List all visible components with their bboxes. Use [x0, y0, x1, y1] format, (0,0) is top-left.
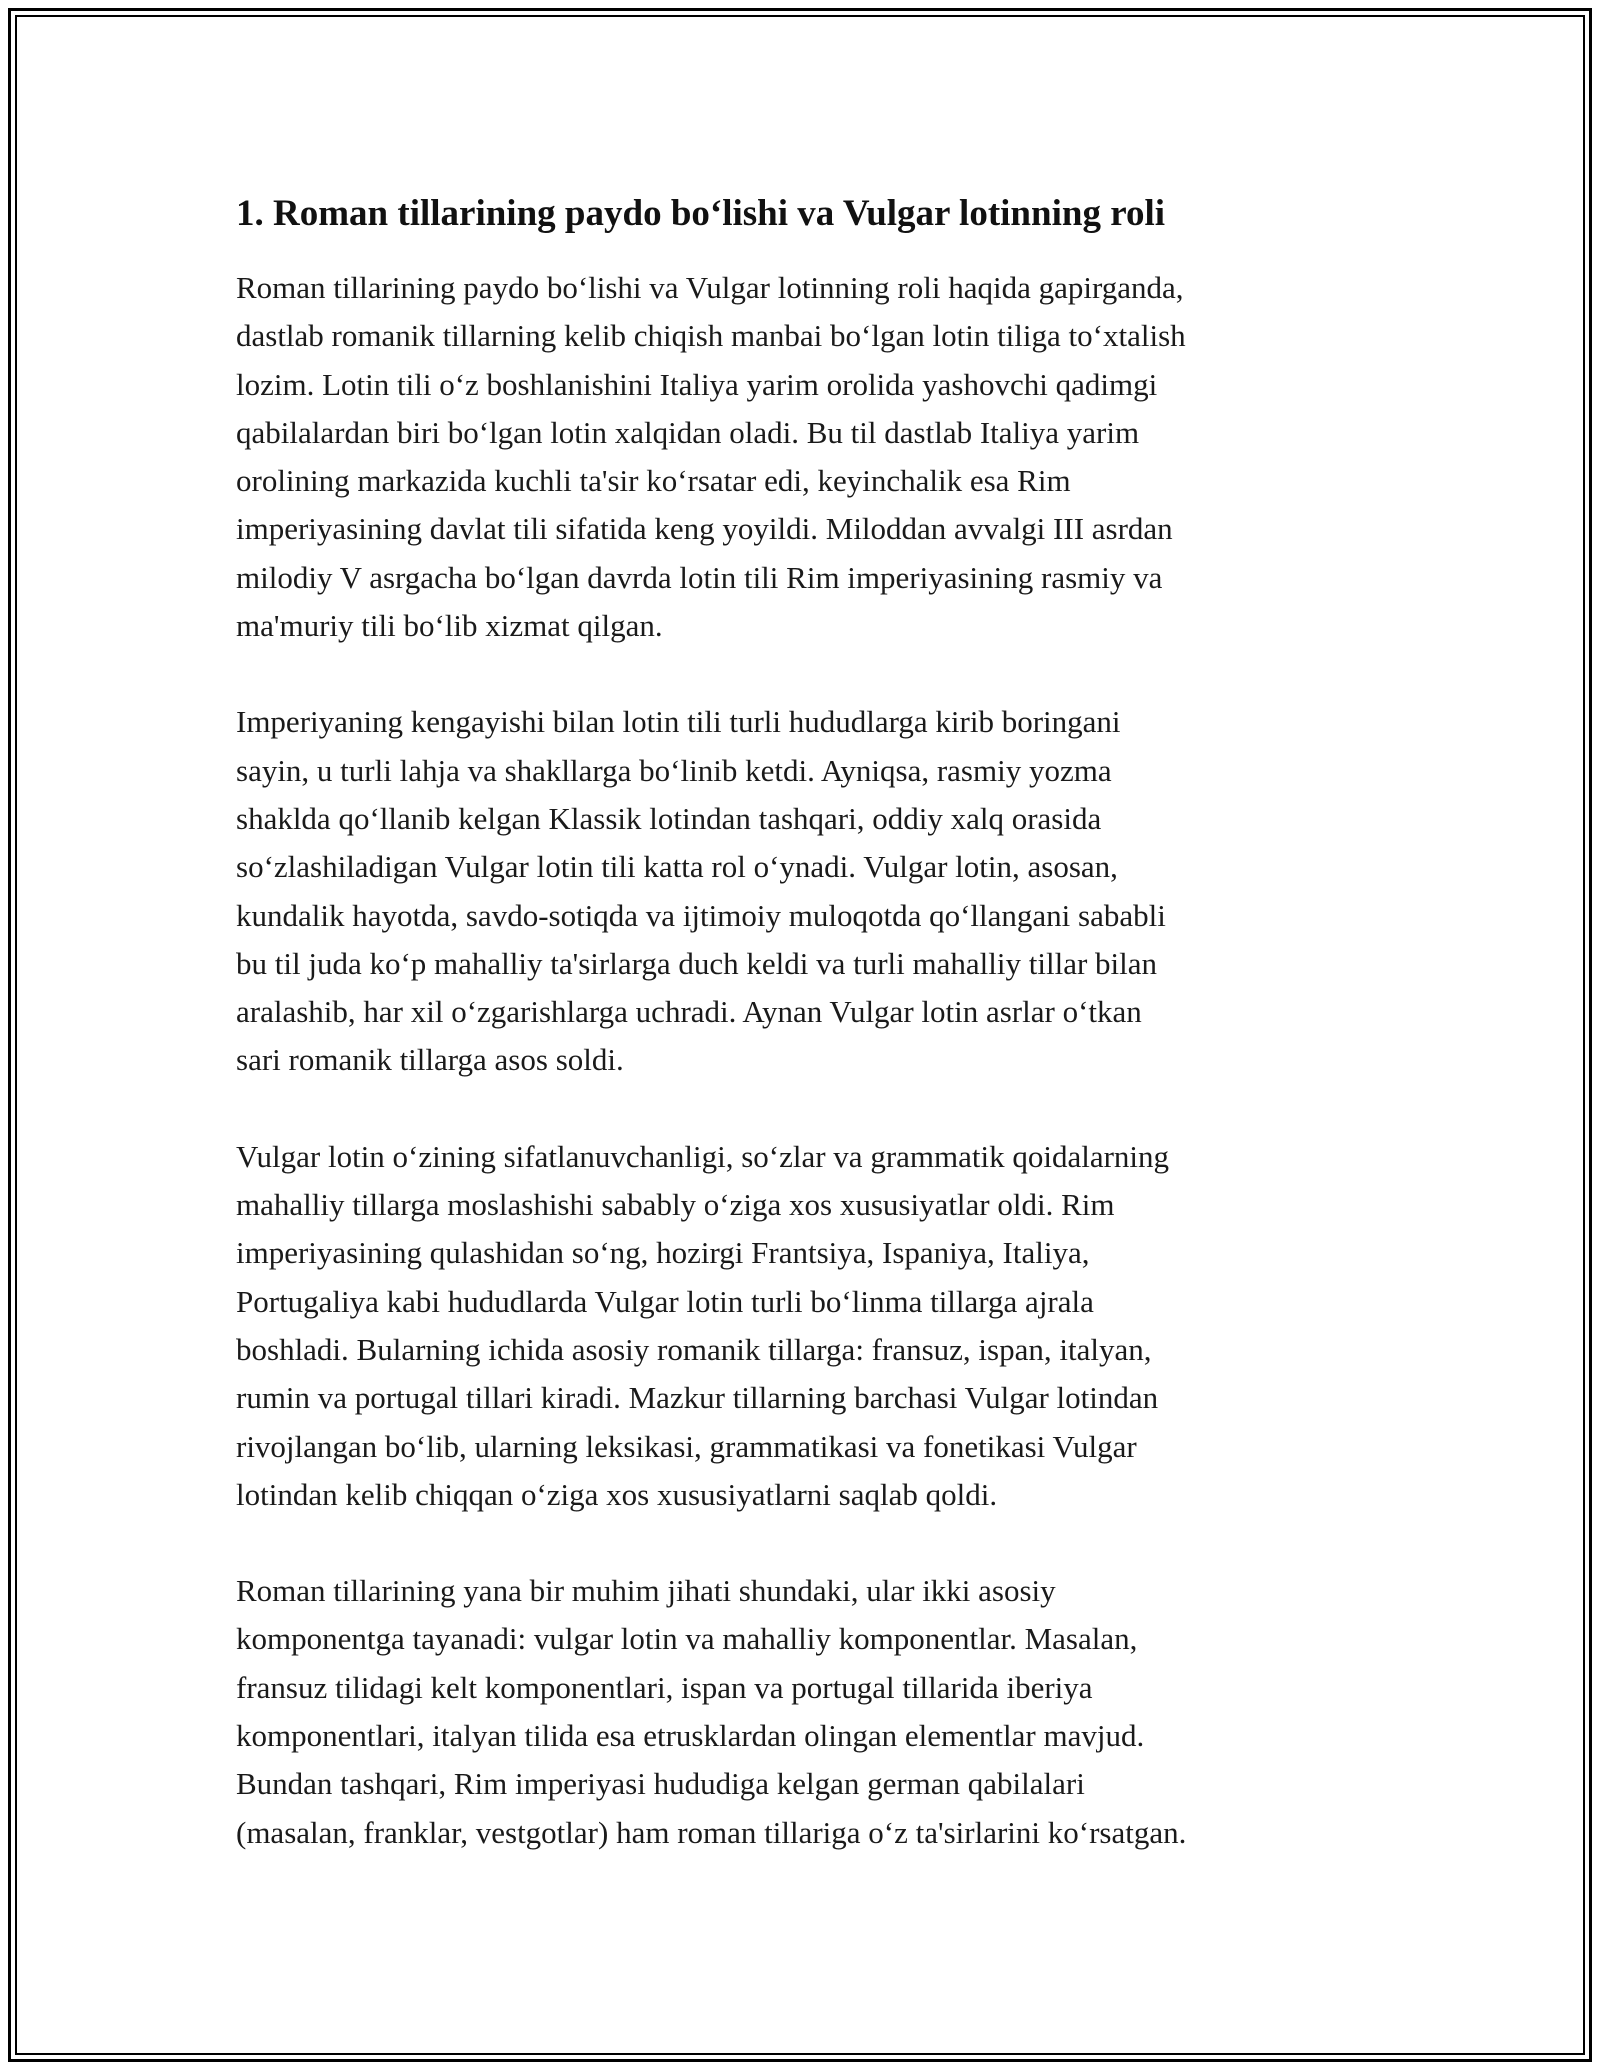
paragraph-1: Roman tillarining paydo bo‘lishi va Vulgar lotinning roli haqida gapirganda, dastlab romanik tillarning kelib chiqish manbai bo‘lgan lotin tiliga to‘xtalish lozim. Lotin tili o‘z boshlanishini Italiya yarim orolida yashovchi qadimgi qabilalardan biri bo‘lgan lotin xalqidan oladi. Bu til dastlab Italiya yarim orolining markazida kuchli ta'sir ko‘rsatar edi, keyinchalik esa Rim imperiyasining davlat tili sifatida keng yoyildi. Miloddan avvalgi III asrdan milodiy V asrgacha bo‘lgan davrda lotin tili Rim imperiyasining rasmiy va ma'muriy tili bo‘lib xizmat qilgan.	[236, 270, 1186, 644]
section-heading: 1. Roman tillarining paydo bo‘lishi va Vulgar lotinning roli	[236, 193, 1166, 234]
paragraph-3: Vulgar lotin o‘zining sifatlanuvchanligi, so‘zlar va grammatik qoidalarning mahalliy tillarga moslashishi sabably o‘ziga xos xususiyatlar oldi. Rim imperiyasining qulashidan so‘ng, hozirgi Frantsiya, Ispaniya, Italiya, Portugaliya kabi hududlarda Vulgar lotin turli bo‘linma tillarga ajrala boshladi. Bularning ichida asosiy romanik tillarga: fransuz, ispan, italyan, rumin va portugal tillari kiradi. Mazkur tillarning barchasi Vulgar lotindan rivojlangan bo‘lib, ularning leksikasi, grammatikasi va fonetikasi Vulgar lotindan kelib chiqqan o‘ziga xos xususiyatlarni saqlab qoldi.	[236, 1138, 1170, 1512]
document-body	[236, 190, 1386, 1905]
paragraph-2: Imperiyaning kengayishi bilan lotin tili turli hududlarga kirib boringani sayin, u turli lahja va shakllarga bo‘linib ketdi. Ayniqsa, rasmiy yozma shaklda qo‘llanib kelgan Klassik lotindan tashqari, oddiy xalq orasida so‘zlashiladigan Vulgar lotin tili katta rol o‘ynadi. Vulgar lotin, asosan, kundalik hayotda, savdo-sotiqda va ijtimoiy muloqotda qo‘llangani sababli bu til juda ko‘p mahalliy ta'sirlarga duch keldi va turli mahalliy tillar bilan aralashib, har xil o‘zgarishlarga uchradi. Aynan Vulgar lotin asrlar o‘tkan sari romanik tillarga asos soldi.	[236, 704, 1166, 1078]
paragraph-4: Roman tillarining yana bir muhim jihati shundaki, ular ikki asosiy komponentga tayanadi: vulgar lotin va mahalliy komponentlar. Masalan, fransuz tilidagi kelt komponentlari, ispan va portugal tillarida iberiya komponentlari, italyan tilida esa etrusklardan olingan elementlar mavjud. Bundan tashqari, Rim imperiyasi hududiga kelgan german qabilalari (masalan, franklar, vestgotlar) ham roman tillariga o‘z ta'sirlarini ko‘rsatgan.	[236, 1573, 1187, 1850]
